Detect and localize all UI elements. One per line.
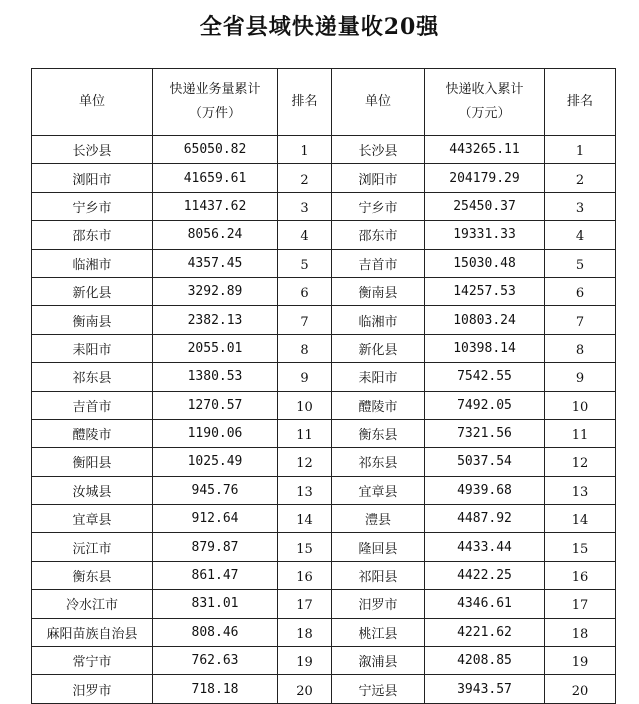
revenue-value-cell: 443265.11 [425,136,545,164]
volume-unit-cell: 临湘市 [32,249,153,277]
revenue-rank-cell: 9 [545,363,616,391]
header-revenue-title: 快递收入累计 [445,82,524,97]
volume-value-cell: 1025.49 [153,448,278,476]
header-volume [153,69,278,136]
volume-unit-cell: 冷水江市 [32,590,153,618]
revenue-value-cell: 10803.24 [425,306,545,334]
table-row [32,476,616,504]
revenue-unit-cell: 醴陵市 [332,391,425,419]
revenue-unit-cell: 宜章县 [332,476,425,504]
header-revenue [425,69,545,136]
revenue-unit-cell: 新化县 [332,334,425,362]
table-row [32,675,616,703]
volume-unit-cell: 宁乡市 [32,192,153,220]
header-row [32,69,616,136]
revenue-value-cell: 15030.48 [425,249,545,277]
table-row [32,533,616,561]
revenue-value-cell: 204179.29 [425,164,545,192]
volume-rank-cell: 12 [278,448,332,476]
volume-value-cell: 41659.61 [153,164,278,192]
table-row [32,647,616,675]
table-row [32,590,616,618]
table-row [32,363,616,391]
revenue-unit-cell: 隆回县 [332,533,425,561]
revenue-rank-cell: 8 [545,334,616,362]
volume-value-cell: 1190.06 [153,419,278,447]
header-rank: 排名 [278,69,332,136]
revenue-rank-cell: 14 [545,505,616,533]
volume-value-cell: 1270.57 [153,391,278,419]
volume-value-cell: 4357.45 [153,249,278,277]
volume-value-cell: 945.76 [153,476,278,504]
volume-value-cell: 718.18 [153,675,278,703]
table-row [32,306,616,334]
volume-value-cell: 11437.62 [153,192,278,220]
revenue-value-cell: 4487.92 [425,505,545,533]
header-unit-2: 单位 [332,69,425,136]
revenue-unit-cell: 澧县 [332,505,425,533]
volume-value-cell: 912.64 [153,505,278,533]
table-row [32,334,616,362]
volume-unit-cell: 衡东县 [32,561,153,589]
revenue-rank-cell: 20 [545,675,616,703]
volume-value-cell: 2382.13 [153,306,278,334]
volume-rank-cell: 7 [278,306,332,334]
volume-rank-cell: 2 [278,164,332,192]
table-row [32,391,616,419]
table-row [32,448,616,476]
table-row [32,561,616,589]
volume-unit-cell: 衡南县 [32,306,153,334]
volume-rank-cell: 4 [278,221,332,249]
revenue-unit-cell: 临湘市 [332,306,425,334]
table-row [32,618,616,646]
revenue-rank-cell: 6 [545,277,616,305]
header-rank-2: 排名 [545,69,616,136]
revenue-rank-cell: 16 [545,561,616,589]
table-row [32,192,616,220]
table-row [32,277,616,305]
volume-value-cell: 1380.53 [153,363,278,391]
volume-value-cell: 808.46 [153,618,278,646]
header-volume-title: 快递业务量累计 [169,82,261,97]
volume-value-cell: 65050.82 [153,136,278,164]
volume-unit-cell: 沅江市 [32,533,153,561]
table-row [32,164,616,192]
volume-unit-cell: 汨罗市 [32,675,153,703]
volume-unit-cell: 新化县 [32,277,153,305]
ranking-table [31,68,616,704]
revenue-rank-cell: 2 [545,164,616,192]
volume-rank-cell: 8 [278,334,332,362]
revenue-value-cell: 5037.54 [425,448,545,476]
revenue-value-cell: 4221.62 [425,618,545,646]
volume-rank-cell: 15 [278,533,332,561]
volume-unit-cell: 常宁市 [32,647,153,675]
volume-rank-cell: 16 [278,561,332,589]
revenue-value-cell: 25450.37 [425,192,545,220]
volume-unit-cell: 邵东市 [32,221,153,249]
volume-rank-cell: 13 [278,476,332,504]
volume-rank-cell: 20 [278,675,332,703]
revenue-rank-cell: 3 [545,192,616,220]
revenue-value-cell: 7321.56 [425,419,545,447]
revenue-unit-cell: 汨罗市 [332,590,425,618]
table-row [32,249,616,277]
volume-unit-cell: 麻阳苗族自治县 [32,618,153,646]
volume-value-cell: 831.01 [153,590,278,618]
volume-unit-cell: 醴陵市 [32,419,153,447]
volume-rank-cell: 14 [278,505,332,533]
revenue-unit-cell: 耒阳市 [332,363,425,391]
volume-unit-cell: 吉首市 [32,391,153,419]
revenue-value-cell: 7492.05 [425,391,545,419]
revenue-rank-cell: 12 [545,448,616,476]
revenue-rank-cell: 15 [545,533,616,561]
revenue-unit-cell: 溆浦县 [332,647,425,675]
volume-unit-cell: 耒阳市 [32,334,153,362]
volume-value-cell: 2055.01 [153,334,278,362]
volume-rank-cell: 10 [278,391,332,419]
volume-rank-cell: 19 [278,647,332,675]
revenue-unit-cell: 衡南县 [332,277,425,305]
revenue-unit-cell: 衡东县 [332,419,425,447]
volume-unit-cell: 衡阳县 [32,448,153,476]
volume-value-cell: 879.87 [153,533,278,561]
revenue-value-cell: 4422.25 [425,561,545,589]
table-row [32,419,616,447]
revenue-unit-cell: 吉首市 [332,249,425,277]
revenue-rank-cell: 18 [545,618,616,646]
volume-rank-cell: 5 [278,249,332,277]
table-row [32,221,616,249]
revenue-unit-cell: 浏阳市 [332,164,425,192]
revenue-value-cell: 7542.55 [425,363,545,391]
revenue-value-cell: 14257.53 [425,277,545,305]
revenue-rank-cell: 13 [545,476,616,504]
revenue-rank-cell: 11 [545,419,616,447]
volume-rank-cell: 11 [278,419,332,447]
revenue-rank-cell: 10 [545,391,616,419]
volume-rank-cell: 6 [278,277,332,305]
revenue-value-cell: 3943.57 [425,675,545,703]
volume-rank-cell: 1 [278,136,332,164]
revenue-unit-cell: 宁乡市 [332,192,425,220]
volume-value-cell: 3292.89 [153,277,278,305]
volume-rank-cell: 18 [278,618,332,646]
volume-value-cell: 861.47 [153,561,278,589]
revenue-value-cell: 4433.44 [425,533,545,561]
revenue-rank-cell: 17 [545,590,616,618]
revenue-unit-cell: 桃江县 [332,618,425,646]
header-revenue-unit: （万元） [458,106,511,121]
page-title: 全省县域快递量收20强 [199,14,440,40]
volume-unit-cell: 宜章县 [32,505,153,533]
header-unit: 单位 [32,69,153,136]
revenue-rank-cell: 4 [545,221,616,249]
volume-value-cell: 8056.24 [153,221,278,249]
revenue-value-cell: 4208.85 [425,647,545,675]
revenue-value-cell: 4346.61 [425,590,545,618]
revenue-rank-cell: 5 [545,249,616,277]
volume-unit-cell: 长沙县 [32,136,153,164]
volume-rank-cell: 17 [278,590,332,618]
revenue-value-cell: 19331.33 [425,221,545,249]
revenue-rank-cell: 19 [545,647,616,675]
revenue-unit-cell: 长沙县 [332,136,425,164]
volume-rank-cell: 3 [278,192,332,220]
volume-value-cell: 762.63 [153,647,278,675]
table-row [32,505,616,533]
table-body [32,136,616,704]
table-row [32,136,616,164]
revenue-rank-cell: 7 [545,306,616,334]
revenue-value-cell: 10398.14 [425,334,545,362]
revenue-unit-cell: 祁阳县 [332,561,425,589]
revenue-rank-cell: 1 [545,136,616,164]
revenue-value-cell: 4939.68 [425,476,545,504]
revenue-unit-cell: 祁东县 [332,448,425,476]
volume-unit-cell: 祁东县 [32,363,153,391]
header-volume-unit: （万件） [188,106,241,121]
volume-unit-cell: 汝城县 [32,476,153,504]
revenue-unit-cell: 宁远县 [332,675,425,703]
volume-rank-cell: 9 [278,363,332,391]
revenue-unit-cell: 邵东市 [332,221,425,249]
volume-unit-cell: 浏阳市 [32,164,153,192]
